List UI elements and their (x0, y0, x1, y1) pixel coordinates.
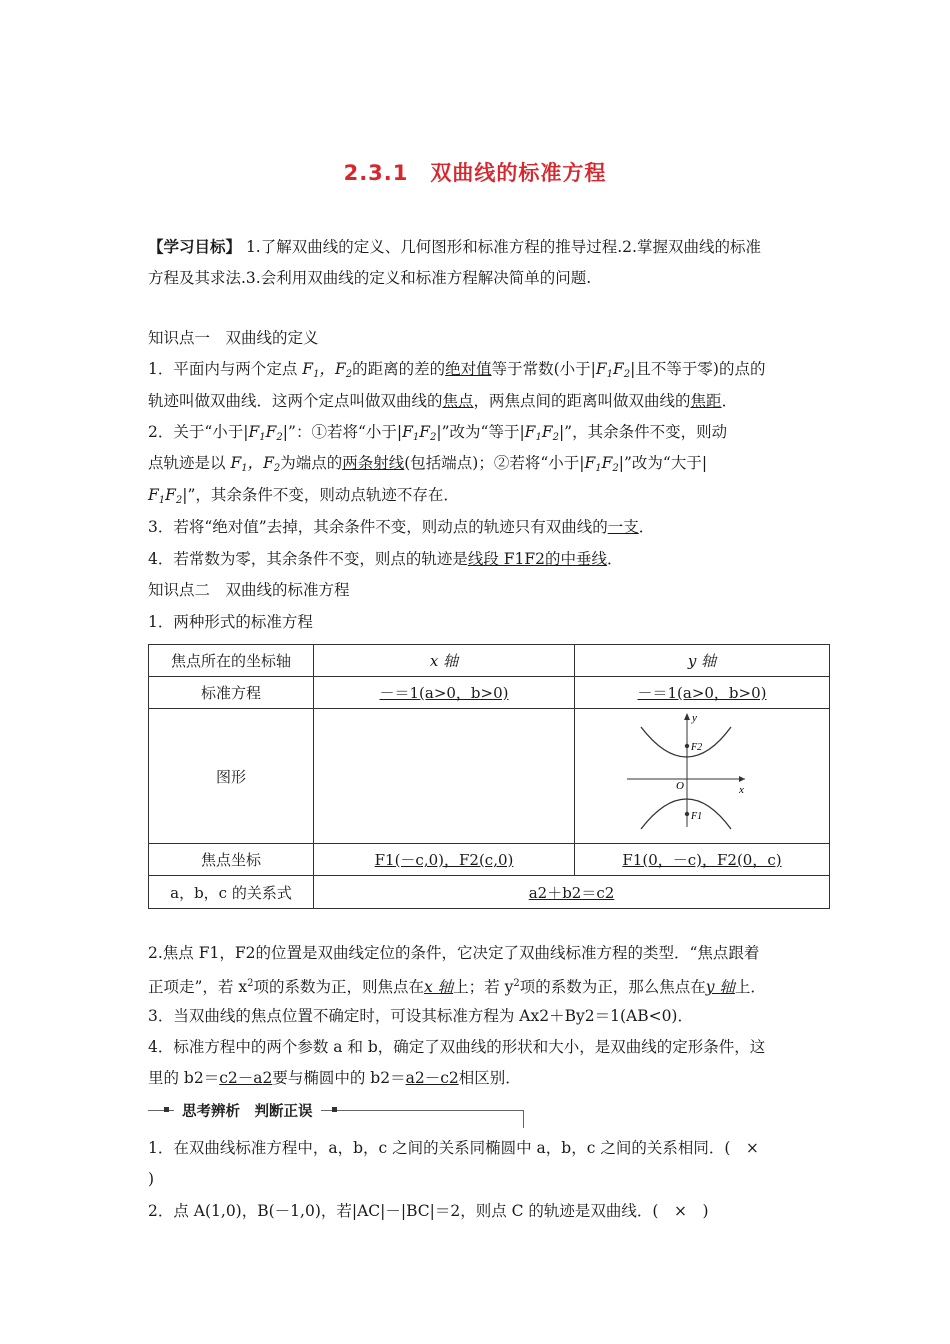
kp1-paragraph1: 1．平面内与两个定点 $F_1$，$F_2$的距离的差的绝对值等于常数(小于$|F_1F_2|$且不等于零)的点的 (148, 360, 766, 380)
kp1-paragraph3: 3．若将“绝对值”去掉，其余条件不变，则动点的轨迹只有双曲线的一支． (148, 518, 655, 536)
relation-abc: a2＋b2＝c2 (314, 876, 830, 909)
kp1-paragraph2: 2．关于“小于$|F_1F_2|$”：①若将“小于$|F_1F_2|$”改为“等于$|F_1F_2|$”，其余条件不变，则动 (148, 423, 728, 443)
row-label-relation: a，b，c 的关系式 (149, 876, 314, 909)
kp2-paragraph4: 4．标准方程中的两个参数 a 和 b，确定了双曲线的形状和大小，是双曲线的定形条件，这 (148, 1038, 766, 1056)
kp2-heading: 知识点二 双曲线的标准方程 (148, 581, 350, 599)
row-label-equation: 标准方程 (149, 677, 314, 709)
kp1-paragraph2-cont: 点轨迹是以 $F_1$，$F_2$为端点的两条射线(包括端点)；②若将“小于$|F_1F_2|$”改为“大于| (148, 454, 708, 474)
kp1-paragraph2-end: $F_1F_2|$”，其余条件不变，则动点轨迹不存在． (148, 486, 459, 506)
objectives (148, 236, 808, 258)
row-label-focus: 焦点坐标 (149, 844, 314, 876)
think-section-banner (148, 1104, 524, 1126)
focus-x: F1(－c,0)，F2(c,0) (314, 844, 575, 876)
graph-label-o: O (676, 780, 684, 792)
header-axis: 焦点所在的坐标轴 (149, 645, 314, 677)
kp1-paragraph1-cont: 轨迹叫做双曲线．这两个定点叫做双曲线的焦点，两焦点间的距离叫做双曲线的焦距． (148, 392, 738, 410)
graph-label-x: x (739, 784, 744, 796)
graph-y (575, 709, 830, 844)
kp2-sub1: 1．两种形式的标准方程 (148, 613, 313, 631)
header-y-axis: y 轴 (575, 645, 830, 677)
kp2-paragraph4-cont: 里的 b2＝c2－a2要与椭圆中的 b2＝a2－c2相区别． (148, 1069, 521, 1087)
standard-equation-table (148, 644, 830, 909)
equation-x: －＝1(a>0，b>0) (314, 677, 575, 709)
banner-dot-right (332, 1107, 337, 1112)
kp2-paragraph2: 2.焦点 F1，F2的位置是双曲线定位的条件，它决定了双曲线标准方程的类型．“焦点跟着 (148, 944, 760, 962)
answer-focus: 焦点 (442, 392, 474, 410)
graph-label-y: y (692, 712, 697, 724)
focus-y: F1(0，－c)，F2(0，c) (575, 844, 830, 876)
answer-c2-minus-a2: c2－a2 (219, 1069, 273, 1087)
answer-perpendicular-bisector: 线段 F1F2的中垂线 (467, 550, 608, 568)
objectives-line2: 方程及其求法.3.会利用双曲线的定义和标准方程解决简单的问题. (148, 269, 592, 287)
page-title: 2.3.1 双曲线的标准方程 (343, 161, 607, 185)
kp1-heading: 知识点一 双曲线的定义 (148, 329, 319, 347)
header-x-axis: x 轴 (314, 645, 575, 677)
answer-focal-distance: 焦距 (690, 392, 722, 410)
objectives-line1: 1.了解双曲线的定义、几何图形和标准方程的推导过程.2.掌握双曲线的标准 (241, 238, 761, 256)
graph-x-empty (314, 709, 575, 844)
kp1-paragraph4: 4．若常数为零，其余条件不变，则点的轨迹是线段 F1F2的中垂线． (148, 550, 623, 568)
answer-a2-minus-c2: a2－c2 (405, 1069, 459, 1087)
think-label: 思考辨析 判断正误 (174, 1100, 321, 1121)
kp2-paragraph2-cont: 正项走”，若 $x^2$项的系数为正，则焦点在x 轴上；若 $y^2$项的系数为正，那么焦点在y 轴上． (148, 978, 766, 996)
question-2: 2．点 A(1,0)，B(－1,0)，若|AC|－|BC|＝2，则点 C 的轨迹是双曲线．( × ) (148, 1202, 709, 1220)
answer-one-branch: 一支 (607, 518, 639, 536)
graph-label-f1: F1 (691, 811, 703, 822)
question-1-cont: ) (148, 1170, 155, 1188)
hyperbola-y-graph (575, 709, 829, 843)
answer-y-axis: y 轴 (705, 978, 735, 996)
graph-label-f2: F2 (691, 742, 703, 753)
answer-absolute-value: 绝对值 (445, 360, 492, 378)
answer-two-rays: 两条射线 (342, 454, 405, 472)
banner-dot-left (164, 1107, 169, 1112)
kp2-paragraph3: 3．当双曲线的焦点位置不确定时，可设其标准方程为 Ax2＋By2＝1(AB<0)． (148, 1007, 693, 1025)
objectives-label: 【学习目标】 (148, 238, 242, 256)
row-label-graph: 图形 (149, 709, 314, 844)
question-1: 1．在双曲线标准方程中，a，b，c 之间的关系同椭圆中 a，b，c 之间的关系相同．( × (148, 1139, 759, 1157)
equation-y: －＝1(a>0，b>0) (575, 677, 830, 709)
answer-x-axis: x 轴 (423, 978, 454, 996)
